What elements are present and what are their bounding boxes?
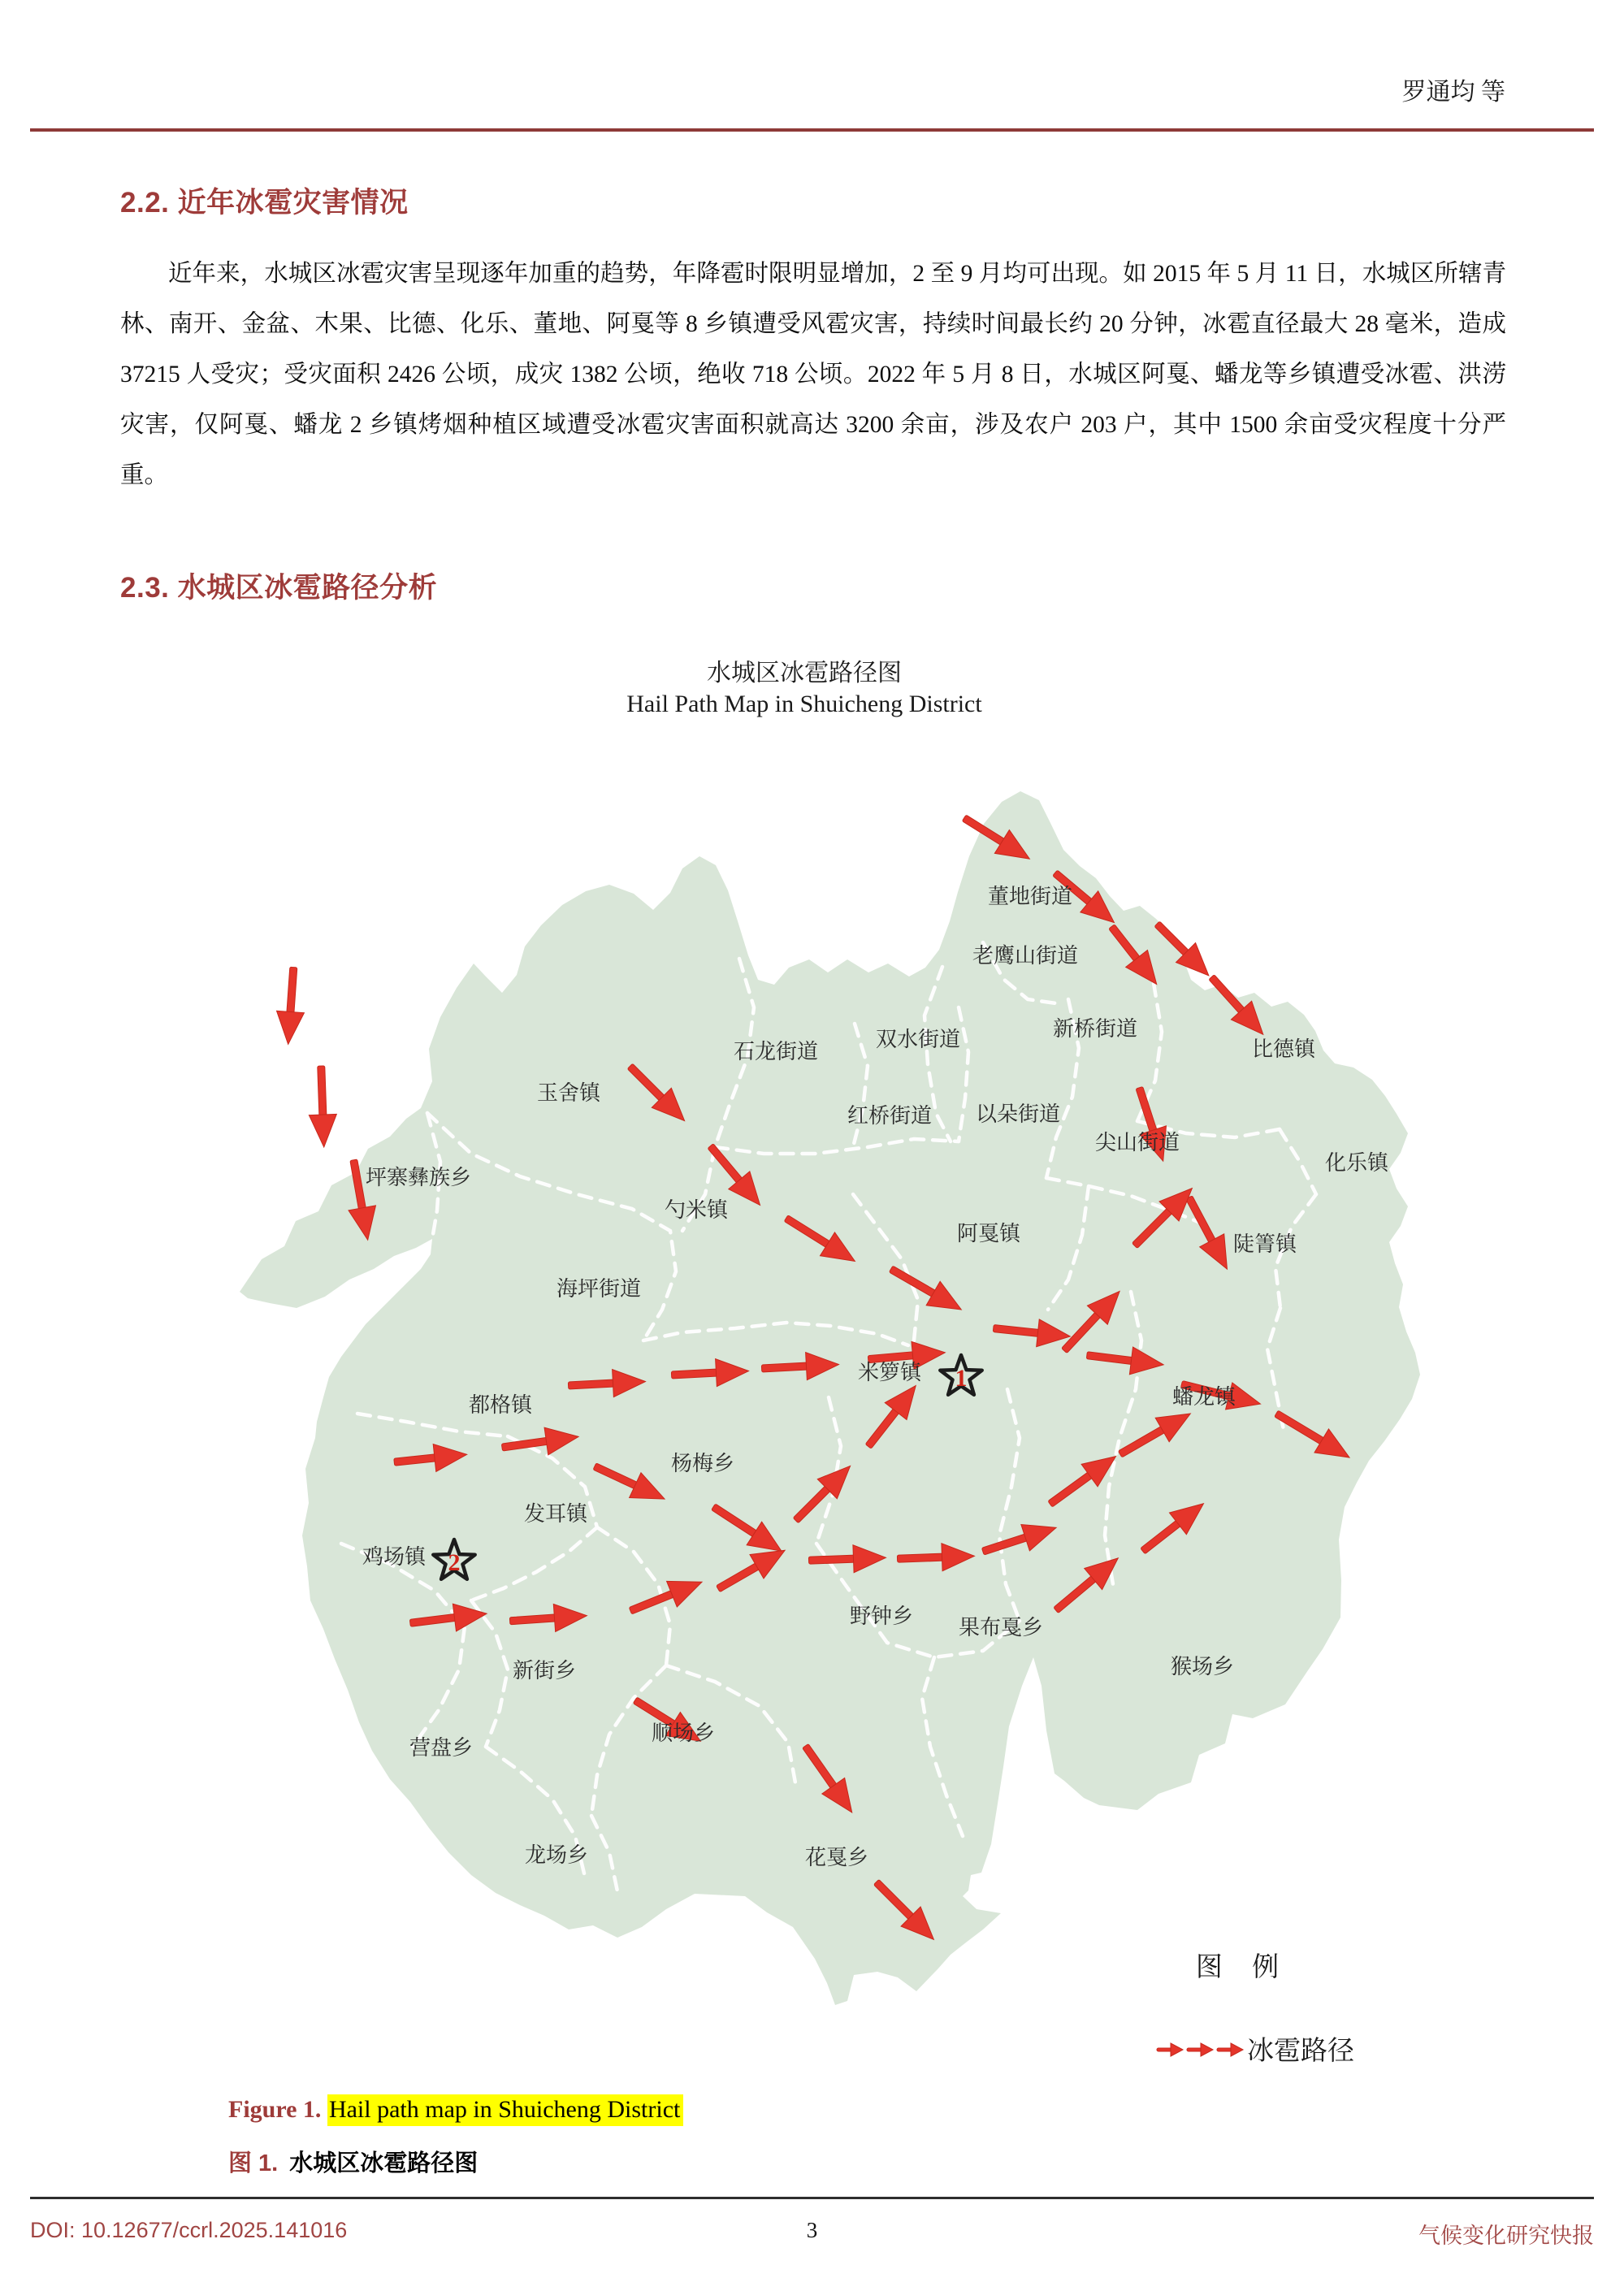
town-label: 双水街道 <box>875 1028 961 1051</box>
arrow-shaft <box>287 967 297 1015</box>
hail-path-arrow <box>1217 2043 1243 2056</box>
footer-page-number: 3 <box>806 2218 818 2242</box>
figure-caption-zh-text: 水城区冰雹路径图 <box>289 2150 479 2176</box>
town-label: 化乐镇 <box>1324 1151 1389 1175</box>
figure-caption-en <box>228 2096 683 2124</box>
town-label: 海坪街道 <box>556 1277 642 1301</box>
town-label: 以朵街道 <box>975 1102 1061 1126</box>
figure-map-container <box>227 772 1446 2104</box>
town-label: 蟠龙镇 <box>1171 1385 1236 1409</box>
figure-title-en: Hail Path Map in Shuicheng District <box>626 691 982 717</box>
footer-doi: DOI: 10.12677/ccrl.2025.141016 <box>30 2218 348 2242</box>
town-label: 比德镇 <box>1251 1037 1316 1061</box>
arrow-shaft <box>808 1555 856 1564</box>
town-label: 都格镇 <box>468 1393 533 1417</box>
legend-item-label: 冰雹路径 <box>1247 2037 1354 2066</box>
town-label: 野钟乡 <box>849 1605 914 1628</box>
town-label: 花戛乡 <box>804 1846 869 1869</box>
town-label: 顺场乡 <box>651 1721 716 1745</box>
figure-caption-en-text: Hail path map in Shuicheng District <box>327 2094 683 2126</box>
section-heading-2-3: 2.3. 水城区冰雹路径分析 <box>120 572 438 604</box>
arrow-head <box>1171 2043 1183 2056</box>
figure-caption-zh-label: 图 1. <box>228 2150 279 2176</box>
header-rule <box>30 128 1594 132</box>
town-label: 尖山街道 <box>1094 1131 1180 1154</box>
town-label: 猴场乡 <box>1170 1655 1235 1678</box>
town-label: 坪寨彝族乡 <box>365 1166 472 1189</box>
town-label: 米箩镇 <box>857 1361 922 1384</box>
town-label: 营盘乡 <box>409 1736 474 1760</box>
legend-title: 图 例 <box>1195 1953 1291 1982</box>
footer-rule <box>30 2197 1594 2199</box>
hail-path-arrow <box>275 966 308 1045</box>
town-label: 发耳镇 <box>523 1502 588 1526</box>
town-label: 果布戛乡 <box>958 1616 1044 1639</box>
figure-caption <box>228 2096 683 2178</box>
town-label: 龙场乡 <box>524 1843 589 1867</box>
town-label: 陡箐镇 <box>1232 1232 1297 1256</box>
header-author: 罗通均 等 <box>1401 79 1505 106</box>
town-label: 老鹰山街道 <box>972 944 1079 968</box>
section-2-2-paragraph: 近年来，水城区冰雹灾害呈现逐年加重的趋势，年降雹时限明显增加，2 至 9 月均可出现。如 2015 年 5 月 11 日，水城区所辖青林、南开、金盆、木果、比德、化乐、董地、阿戛等 8 乡镇遭受风雹灾害，持续时间最长约 20 分钟，冰雹直径最大 28 毫米，造成 37215 人受灾；受灾面积 2426 公顷，成灾 1382 公顷，绝收 718 公顷。2022 年 5 月 8 日，水城区阿戛、蟠龙等乡镇遭受冰雹、洪涝灾害，仅阿戛、蟠龙 2 乡镇烤烟种植区域遭受冰雹灾害面积就高达 3200 余亩，涉及农户 203 户，其中 1500 余亩受灾程度十分严重。 <box>120 261 1506 488</box>
footer <box>30 2218 1594 2250</box>
town-label: 红桥街道 <box>847 1104 933 1128</box>
figure-caption-zh <box>228 2145 683 2178</box>
town-label: 董地街道 <box>987 885 1073 908</box>
town-label: 新桥街道 <box>1052 1017 1138 1041</box>
town-label: 玉舍镇 <box>536 1081 601 1105</box>
town-label: 新街乡 <box>512 1659 577 1683</box>
arrow-head <box>1231 2043 1243 2056</box>
hail-path-arrow <box>307 1065 337 1147</box>
town-label: 杨梅乡 <box>670 1452 735 1475</box>
arrow-head <box>309 1114 337 1147</box>
arrow-shaft <box>897 1553 945 1562</box>
town-label: 勺米镇 <box>664 1198 729 1222</box>
figure-caption-en-label: Figure 1. <box>228 2096 322 2123</box>
hail-path-map <box>227 772 1446 2104</box>
arrow-shaft <box>318 1066 327 1118</box>
star-number: 1 <box>955 1365 968 1392</box>
arrow-head <box>1201 2043 1213 2056</box>
figure-title-zh: 水城区冰雹路径图 <box>707 660 902 686</box>
town-label: 阿戛镇 <box>956 1222 1021 1245</box>
footer-journal-name: 气候变化研究快报 <box>1418 2224 1594 2248</box>
figure-title <box>0 658 1609 720</box>
town-label: 鸡场镇 <box>362 1545 427 1569</box>
map-legend <box>1157 1952 1354 2066</box>
section-heading-2-2: 2.2. 近年冰雹灾害情况 <box>120 187 409 219</box>
star-number: 2 <box>448 1549 461 1576</box>
hail-path-arrow <box>1187 2043 1213 2056</box>
arrow-head <box>275 1011 305 1045</box>
hail-path-arrow <box>1157 2043 1183 2056</box>
town-label: 石龙街道 <box>733 1040 819 1063</box>
